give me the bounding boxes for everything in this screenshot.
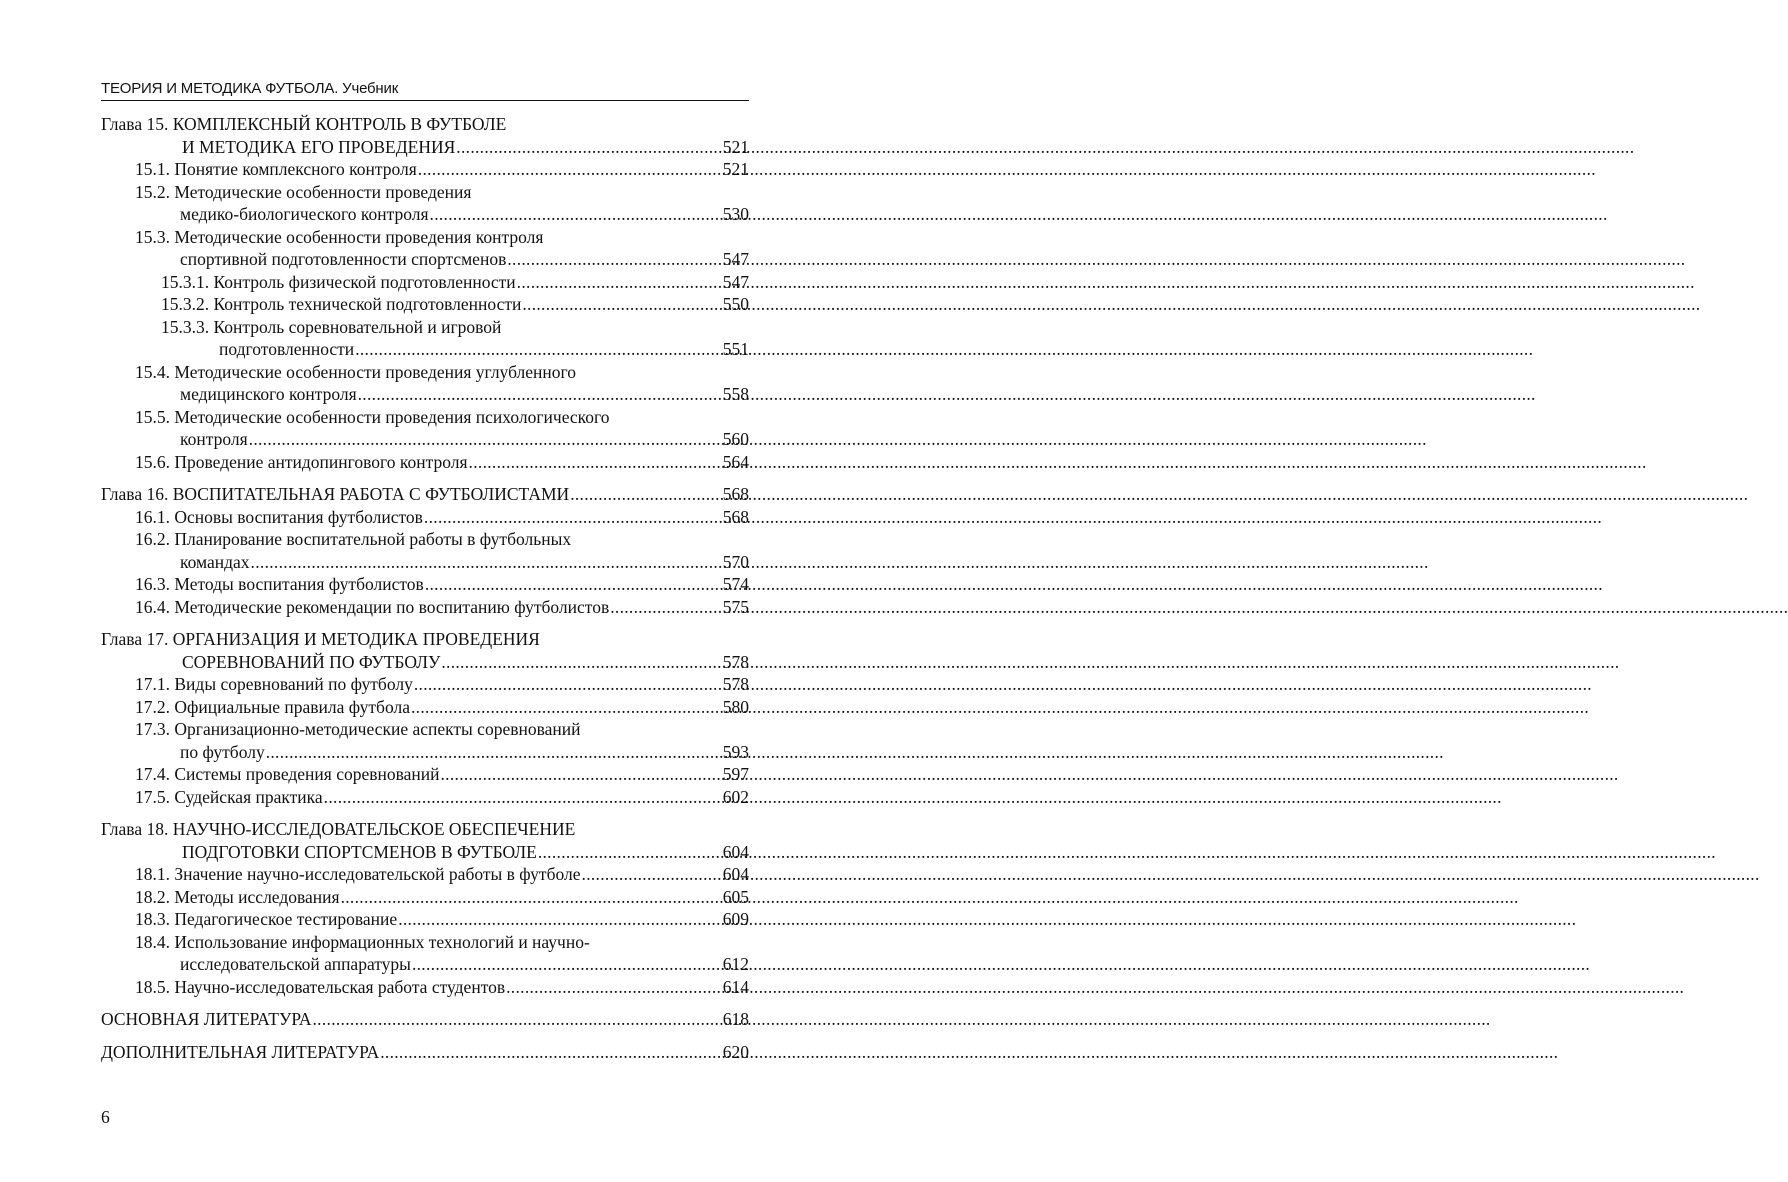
- toc-entry-text: ДОПОЛНИТЕЛЬНАЯ ЛИТЕРАТУРА: [101, 1041, 380, 1062]
- toc-page-number: 578: [722, 651, 749, 672]
- dot-leader: [425, 573, 720, 596]
- toc-chapter-17-title-cont[interactable]: [101, 651, 749, 674]
- dot-leader: [506, 976, 720, 999]
- toc-section-18-1[interactable]: [101, 863, 749, 886]
- toc-page-number: 602: [722, 786, 749, 807]
- dot-leader: [341, 886, 720, 909]
- dot-leader: [517, 271, 720, 294]
- toc-entry-text: Глава 18. НАУЧНО-ИССЛЕДОВАТЕЛЬСКОЕ ОБЕСПЕЧЕНИЕ: [101, 819, 576, 839]
- toc-additional-literature[interactable]: [101, 1041, 749, 1064]
- chapter-gap: [101, 618, 749, 628]
- toc-chapter-18-title-cont[interactable]: [101, 841, 749, 864]
- toc-entry-text: 15.1. Понятие комплексного контроля: [135, 159, 417, 179]
- chapter-gap: [101, 808, 749, 818]
- dot-leader: [414, 673, 720, 696]
- toc-entry-text: 17.4. Системы проведения соревнований: [135, 764, 440, 784]
- toc-entry-text: 16.3. Методы воспитания футболистов: [135, 574, 424, 594]
- dot-leader: [251, 551, 720, 574]
- toc-section-17-2[interactable]: [101, 696, 749, 719]
- toc-section-17-4[interactable]: [101, 763, 749, 786]
- toc-entry-text: ОСНОВНАЯ ЛИТЕРАТУРА: [101, 1009, 312, 1029]
- toc-entry-text: 15.3.3. Контроль соревновательной и игровой: [161, 316, 502, 337]
- toc-subsection-15-3-1[interactable]: [101, 271, 749, 294]
- page-number: 6: [101, 1107, 110, 1127]
- toc-entry-text: 15.6. Проведение антидопингового контроля: [135, 451, 468, 472]
- toc-section-15-2[interactable]: [101, 181, 749, 204]
- toc-section-16-2-cont[interactable]: [101, 551, 749, 574]
- dot-leader: [380, 1041, 720, 1064]
- toc-section-17-1[interactable]: [101, 673, 749, 696]
- dot-leader: [324, 786, 720, 809]
- toc-main-literature[interactable]: [101, 1008, 749, 1031]
- toc-page-number: 614: [722, 976, 749, 997]
- toc-entry-text: ПОДГОТОВКИ СПОРТСМЕНОВ В ФУТБОЛЕ: [182, 841, 537, 862]
- toc-entry-text: медицинского контроля: [180, 384, 357, 404]
- toc-entry-text: 16.4. Методические рекомендации по воспитанию футболистов: [135, 596, 610, 617]
- toc-chapter-17-title[interactable]: [101, 628, 749, 651]
- dot-leader: [412, 953, 720, 976]
- toc-entry-text: 18.5. Научно-исследовательская работа студентов: [135, 976, 506, 997]
- dot-leader: [411, 696, 720, 719]
- toc-section-18-3[interactable]: [101, 908, 749, 931]
- toc-entry-text: 17.1. Виды соревнований по футболу: [135, 674, 413, 694]
- toc-page-number: 618: [722, 1009, 749, 1029]
- toc-section-15-6[interactable]: [101, 451, 749, 474]
- toc-section-18-4-cont[interactable]: [101, 953, 749, 976]
- toc-entry-text: 18.3. Педагогическое тестирование: [135, 909, 398, 929]
- toc-section-17-3-cont[interactable]: [101, 741, 749, 764]
- toc-page-number: 609: [722, 909, 749, 929]
- toc-entry-text: СОРЕВНОВАНИЙ ПО ФУТБОЛУ: [182, 651, 441, 672]
- dot-leader: [441, 763, 720, 786]
- toc-chapter-16-title[interactable]: [101, 483, 749, 506]
- dot-leader: [582, 863, 720, 886]
- toc-entry-text: подготовленности: [219, 339, 355, 359]
- toc-entry-text: 15.3.1. Контроль физической подготовленности: [161, 271, 516, 292]
- toc-entry-text: 15.2. Методические особенности проведения: [135, 181, 472, 202]
- toc-page-number: 558: [722, 384, 749, 404]
- dot-leader: [313, 1008, 720, 1031]
- dot-leader: [418, 158, 720, 181]
- toc-section-15-1[interactable]: [101, 158, 749, 181]
- toc-page-number: 597: [722, 764, 749, 784]
- toc-chapter-15-title[interactable]: [101, 113, 749, 136]
- toc-page-number: 604: [722, 864, 749, 884]
- dot-leader: [570, 483, 720, 506]
- toc-entry-text: 17.3. Организационно-методические аспекты соревнований: [135, 719, 581, 739]
- toc-section-18-5[interactable]: [101, 976, 749, 999]
- toc-entry-text: медико-биологического контроля: [180, 204, 429, 224]
- chapter-gap: [101, 998, 749, 1008]
- toc-page-number: 620: [722, 1041, 749, 1062]
- toc-page-number: 560: [722, 429, 749, 449]
- toc-entry-text: 15.3. Методические особенности проведения контроля: [135, 226, 544, 247]
- toc-page-number: 574: [722, 574, 749, 594]
- toc-page-number: 605: [722, 886, 749, 907]
- toc-entry-text: 15.5. Методические особенности проведения психологического: [135, 406, 610, 427]
- toc-section-18-4[interactable]: [101, 931, 749, 954]
- dot-leader: [398, 908, 720, 931]
- toc-section-15-5[interactable]: [101, 406, 749, 429]
- dot-leader: [522, 293, 719, 316]
- toc-entry-text: 15.3.2. Контроль технической подготовленности: [161, 294, 522, 314]
- toc-entry-text: 18.1. Значение научно-исследовательской работы в футболе: [135, 864, 581, 884]
- toc-section-17-3[interactable]: [101, 718, 749, 741]
- toc-entry-text: Глава 17. ОРГАНИЗАЦИЯ И МЕТОДИКА ПРОВЕДЕНИЯ: [101, 629, 540, 649]
- toc-page-number: 568: [722, 484, 749, 504]
- toc-page-number: 521: [722, 136, 749, 157]
- toc-page-number: 547: [722, 271, 749, 292]
- dot-leader: [355, 338, 720, 361]
- toc-page-number: 551: [722, 339, 749, 359]
- dot-leader: [610, 596, 720, 619]
- dot-leader: [249, 428, 720, 451]
- toc-page-number: 604: [722, 841, 749, 862]
- toc-section-15-4[interactable]: [101, 361, 749, 384]
- dot-leader: [507, 248, 719, 271]
- toc-section-16-1[interactable]: [101, 506, 749, 529]
- header-rule: [101, 100, 749, 101]
- toc-section-15-2-cont[interactable]: [101, 203, 749, 226]
- toc-entry-text: Глава 16. ВОСПИТАТЕЛЬНАЯ РАБОТА С ФУТБОЛИСТАМИ: [101, 484, 570, 504]
- toc-page-number: 550: [722, 294, 749, 314]
- dot-leader: [538, 841, 720, 864]
- toc-subsection-15-3-3[interactable]: [101, 316, 749, 339]
- toc-entry-text: 15.4. Методические особенности проведения углубленного: [135, 361, 577, 382]
- toc-section-15-3-cont[interactable]: [101, 248, 749, 271]
- toc-entry-text: командах: [180, 551, 250, 572]
- toc-entry-text: 16.2. Планирование воспитательной работы в футбольных: [135, 529, 572, 549]
- toc-page-number: 578: [722, 674, 749, 694]
- chapter-gap: [101, 473, 749, 483]
- toc-entry-text: 18.2. Методы исследования: [135, 886, 340, 907]
- toc-page-number: 521: [722, 159, 749, 179]
- toc-entry-text: И МЕТОДИКА ЕГО ПРОВЕДЕНИЯ: [182, 136, 456, 157]
- toc-page-number: 575: [722, 596, 749, 617]
- toc-entry-text: по футболу: [180, 741, 265, 762]
- toc-section-15-5-cont[interactable]: [101, 428, 749, 451]
- dot-leader: [430, 203, 720, 226]
- toc-chapter-15-title-cont[interactable]: [101, 136, 749, 159]
- toc-page-number: 593: [722, 741, 749, 762]
- toc-page-number: 570: [722, 551, 749, 572]
- dot-leader: [424, 506, 720, 529]
- toc-entry-text: исследовательской аппаратуры: [180, 954, 411, 974]
- toc-entry-text: 16.1. Основы воспитания футболистов: [135, 506, 423, 527]
- toc-chapter-18-title[interactable]: [101, 818, 749, 841]
- toc-page-number: 530: [722, 204, 749, 224]
- toc-page-number: 568: [722, 506, 749, 527]
- toc-section-15-3[interactable]: [101, 226, 749, 249]
- toc-entry-text: 17.5. Судейская практика: [135, 786, 323, 807]
- toc-page-number: 564: [722, 451, 749, 472]
- toc-entry-text: спортивной подготовленности спортсменов: [180, 249, 507, 269]
- running-head: ТЕОРИЯ И МЕТОДИКА ФУТБОЛА. Учебник: [101, 80, 399, 97]
- toc-entry-text: 17.2. Официальные правила футбола: [135, 696, 410, 717]
- toc-subsection-15-3-2[interactable]: [101, 293, 749, 316]
- dot-leader: [358, 383, 720, 406]
- toc-section-17-5[interactable]: [101, 786, 749, 809]
- toc-page-number: 580: [722, 696, 749, 717]
- toc-entry-text: Глава 15. КОМПЛЕКСНЫЙ КОНТРОЛЬ В ФУТБОЛЕ: [101, 114, 507, 134]
- dot-leader: [469, 451, 720, 474]
- toc-entry-text: контроля: [180, 429, 248, 449]
- toc-section-18-2[interactable]: [101, 886, 749, 909]
- toc-section-16-4[interactable]: [101, 596, 749, 619]
- dot-leader: [266, 741, 720, 764]
- toc-section-16-2[interactable]: [101, 528, 749, 551]
- toc-page-number: 612: [722, 954, 749, 974]
- dot-leader: [441, 651, 719, 674]
- toc-subsection-15-3-3-cont[interactable]: [101, 338, 749, 361]
- dot-leader: [456, 136, 719, 159]
- toc-section-16-3[interactable]: [101, 573, 749, 596]
- toc-page-number: 547: [722, 249, 749, 269]
- toc-section-15-4-cont[interactable]: [101, 383, 749, 406]
- table-of-contents: [101, 113, 749, 1063]
- toc-entry-text: 18.4. Использование информационных технологий и научно-: [135, 931, 590, 952]
- chapter-gap: [101, 1031, 749, 1041]
